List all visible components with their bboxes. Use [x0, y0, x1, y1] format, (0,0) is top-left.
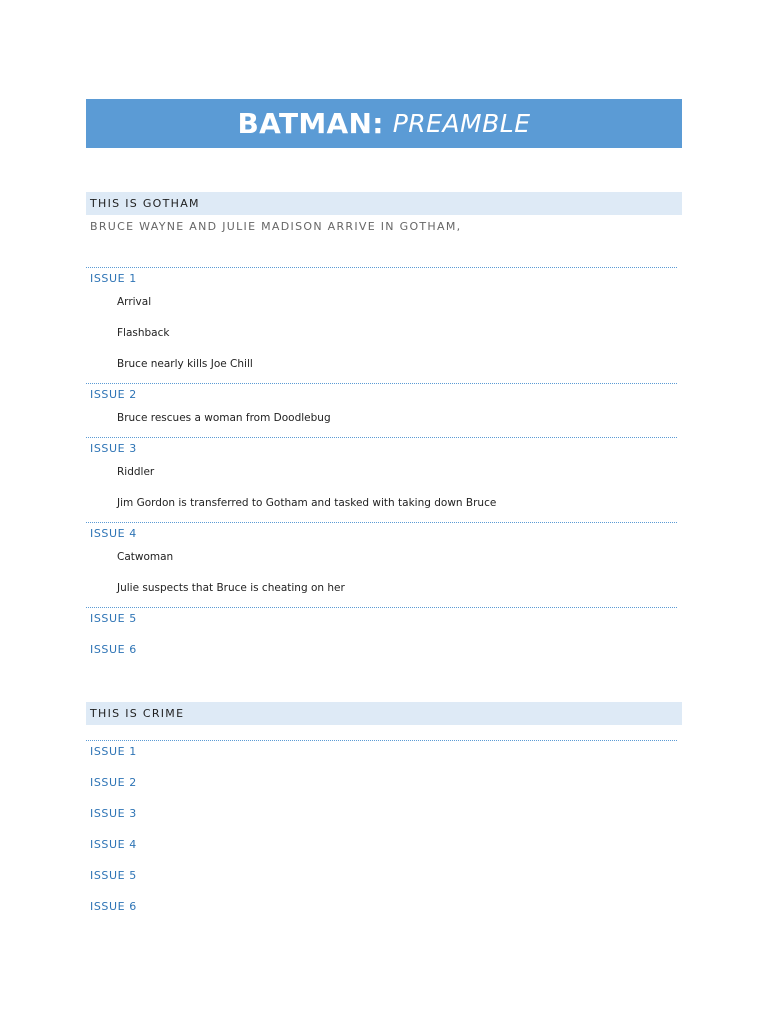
issue-heading: ISSUE 2	[90, 776, 137, 789]
issue-item: Julie suspects that Bruce is cheating on her	[117, 582, 345, 594]
issue-item: Flashback	[117, 327, 170, 339]
issue-block	[86, 607, 677, 639]
issue-heading: ISSUE 4	[90, 527, 137, 540]
issue-block	[86, 772, 682, 803]
issue-heading: ISSUE 1	[90, 272, 137, 285]
section-gotham	[86, 192, 682, 670]
issue-block	[86, 437, 677, 522]
issue-heading: ISSUE 6	[90, 900, 137, 913]
issue-item: Jim Gordon is transferred to Gotham and tasked with taking down Bruce	[117, 497, 497, 509]
title-main: BATMAN:	[237, 107, 384, 140]
issue-block	[86, 834, 682, 865]
issue-item: Bruce nearly kills Joe Chill	[117, 358, 253, 370]
issue-block	[86, 740, 677, 772]
issue-item: Arrival	[117, 296, 152, 308]
issue-heading: ISSUE 5	[90, 869, 137, 882]
title-banner	[86, 99, 682, 148]
section-subheading: BRUCE WAYNE AND JULIE MADISON ARRIVE IN GOTHAM,	[90, 220, 462, 233]
issue-item: Riddler	[117, 466, 155, 478]
issue-block	[86, 383, 677, 437]
issue-heading: ISSUE 1	[90, 745, 137, 758]
issue-heading: ISSUE 5	[90, 612, 137, 625]
issue-block	[86, 803, 682, 834]
issue-block	[86, 267, 677, 383]
issue-block	[86, 865, 682, 896]
issue-block	[86, 639, 682, 670]
issue-block	[86, 896, 682, 927]
issue-heading: ISSUE 6	[90, 643, 137, 656]
issue-block	[86, 522, 677, 607]
issue-item: Bruce rescues a woman from Doodlebug	[117, 412, 331, 424]
title-subtitle: PREAMBLE	[392, 109, 531, 138]
document-page	[86, 99, 682, 927]
section-crime	[86, 702, 682, 927]
issue-heading: ISSUE 3	[90, 442, 137, 455]
section-heading: THIS IS CRIME	[86, 702, 682, 725]
issue-heading: ISSUE 2	[90, 388, 137, 401]
issue-heading: ISSUE 4	[90, 838, 137, 851]
issue-item: Catwoman	[117, 551, 174, 563]
issue-heading: ISSUE 3	[90, 807, 137, 820]
section-heading: THIS IS GOTHAM	[86, 192, 682, 215]
